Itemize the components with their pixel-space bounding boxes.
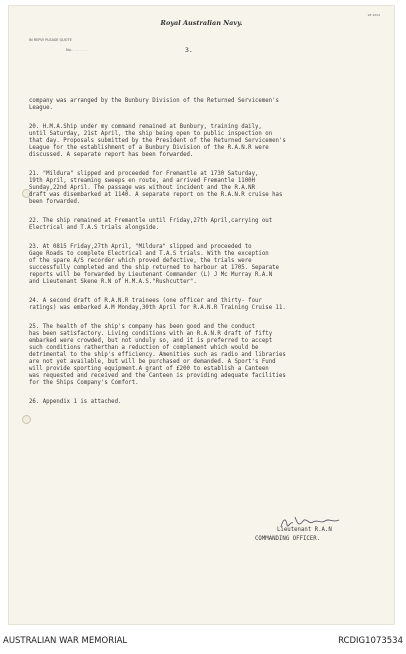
paragraph: 21. "Mildura" slipped and proceeded for Fremantle at 1730 Saturday, 19th April, streaming sweeps en route, and arrived Fremantle 1100H Sunday,22nd April. The passage was without incident and the R.A.NR draft was disembarked at 1140. A separate report on the R.A.N.R cruise has been forwarded. [29,171,283,205]
paragraph: company was arranged by the Bunbury Division of the Returned Servicemen's League. [29,98,279,111]
paragraph: 26. Appendix 1 is attached. [29,399,122,405]
paragraph: 23. At 0815 Friday,27th April, "Mildura" slipped and proceeded to Gage Roads to complete Electrical and T.A.S trials. With the exception of the spare A/S recorder which proved defective, the trials were successfully completed and the ship returned to harbour at 1705. Separate reports will be forwarded by Lieutenant Commander (L) J Mc Murray R.A.N and Lieutenant Skene R.N of H.M.A.S."Rushcutter". [29,244,279,285]
paragraph: 24. A second draft of R.A.N.R trainees (one officer and thirty- four ratings) was embarked A.M Monday,30th April for R.A.N.R Training Cruise 11. [29,298,286,311]
page-number: 3. [185,46,193,54]
letter-body [29,98,383,418]
signature-title: COMMANDING OFFICER. [255,536,321,542]
footer [0,636,406,650]
paragraph: 25. The health of the ship's company has been good and the conduct has been satisfactory. Living conditions with an R.A.N.R draft of fifty embarked were crowded, but not unduly so, and it is preferred to accept such conditions ratherthan a reduction of complement which would be detrimental to the ship's efficiency. Amenities such as radio and libraries are not yet available, but will be purchased or demanded. A Sport's Fund will provide sporting equipment.A grant of £200 to establish a Canteen was requested and received and the Canteen is providing adequate facilities for the Ships Company's Comfort. [29,324,286,386]
footer-institution: AUSTRALIAN WAR MEMORIAL [3,636,128,646]
document-page [9,6,394,624]
paragraph: 22. The ship remained at Fremantle until Friday,27th April,carrying out Electrical and T.A.S trials alongside. [29,218,273,231]
reply-label: IN REPLY PLEASE QUOTE [29,38,72,42]
reply-number-field: No........... [66,48,88,52]
form-number: 28 1024 [367,13,380,17]
paragraph: 20. H.M.A.Ship under my command remained at Bunbury, training daily, until Saturday, 21st April, the ship being open to public inspection on that day. Proposals submitted by the President of the Returned Servicemen's League for the establishment of a Bunbury Division of the R.A.N.R were discussed. A separate report has been forwarded. [29,124,286,158]
signature-rank: Lieutenant R.A.N [277,527,332,533]
footer-record-id: RCDIG1073534 [338,636,403,646]
no-label: No. [66,48,72,52]
masthead: Royal Australian Navy. [160,19,243,27]
